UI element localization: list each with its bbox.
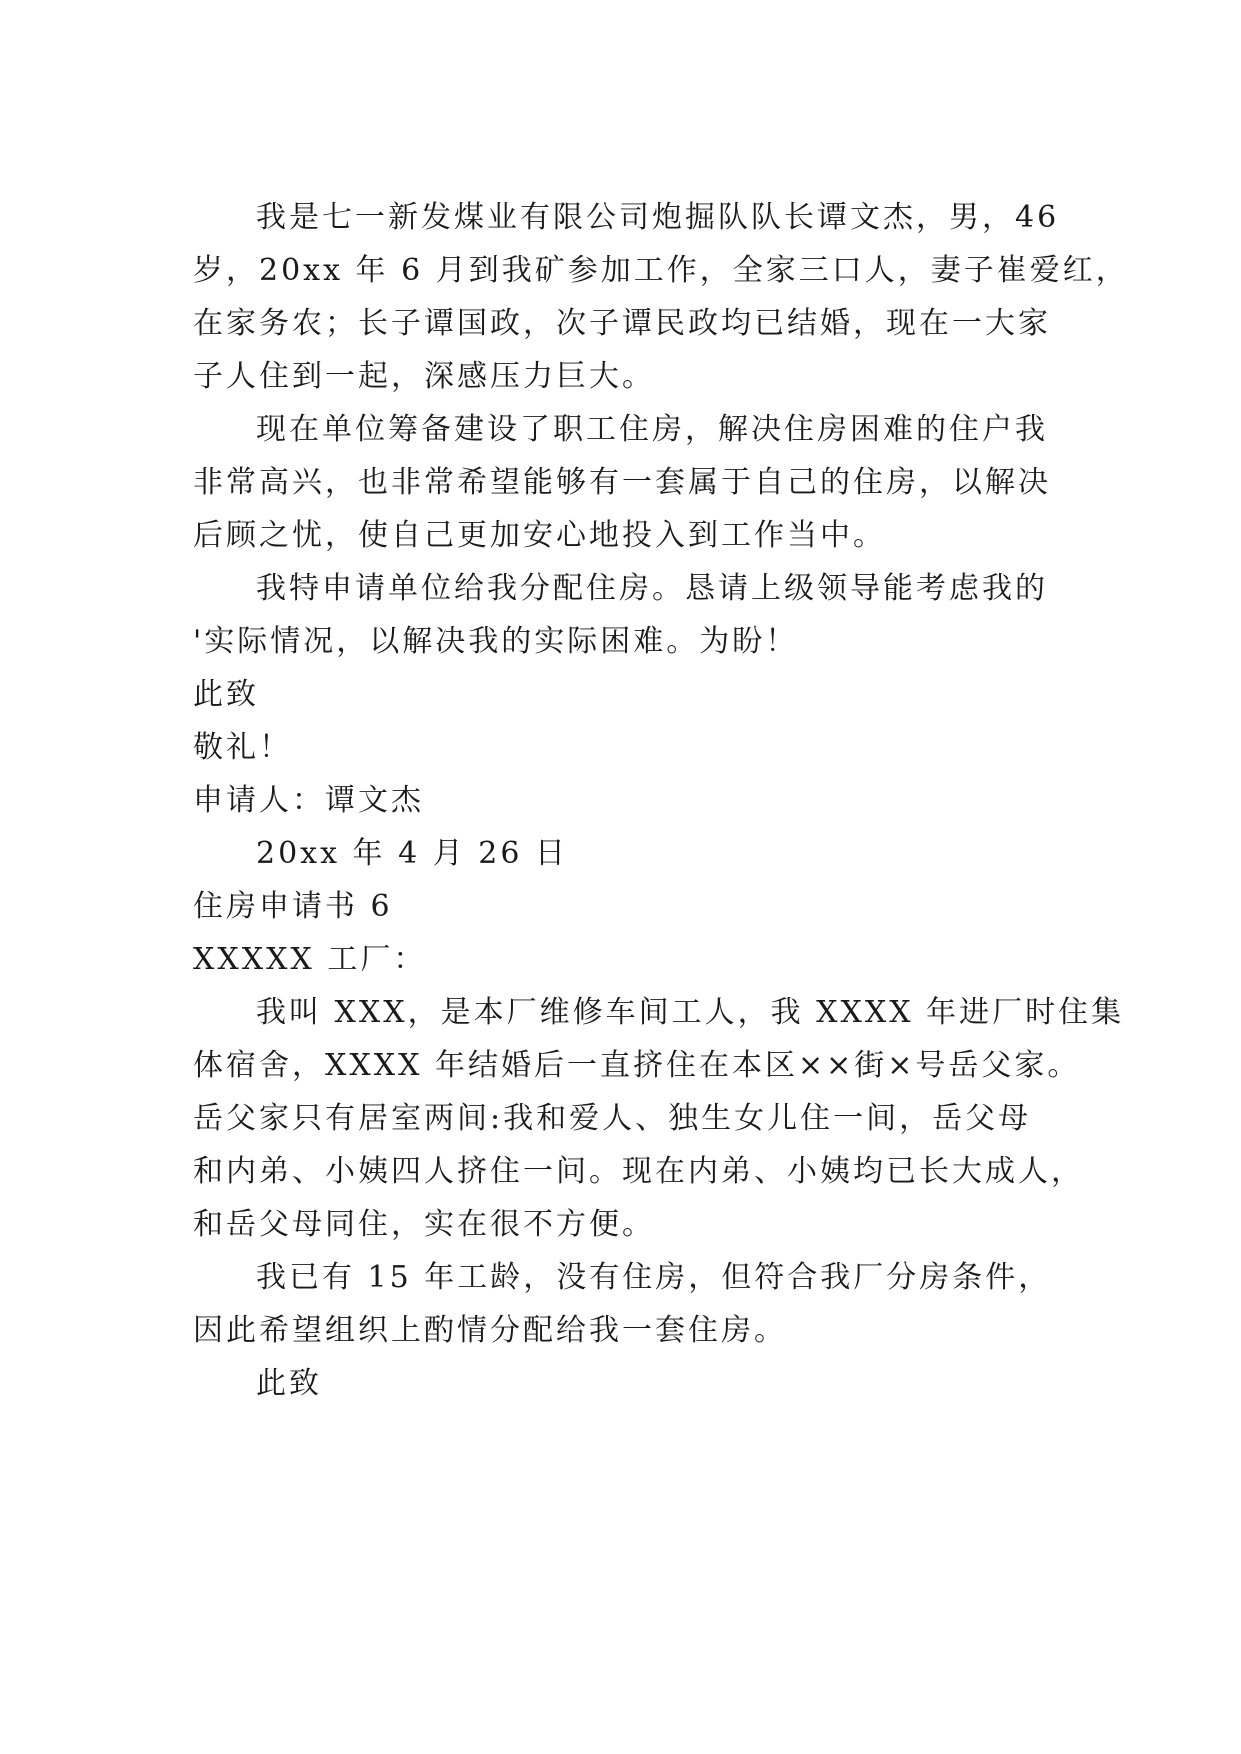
paragraph-line: 岳父家只有居室两间:我和爱人、独生女儿住一间，岳父母	[193, 1101, 1032, 1136]
paragraph-line: 在家务农；长子谭国政，次子谭民政均已结婚，现在一大家	[193, 306, 1051, 341]
paragraph-line: 和内弟、小姨四人挤住一问。现在内弟、小姨均已长大成人，	[193, 1154, 1084, 1189]
paragraph-line: '实际情况，以解决我的实际困难。为盼！	[193, 624, 799, 659]
paragraph-line: 体宿舍，XXXX 年结婚后一直挤住在本区××街×号岳父家。	[193, 1048, 1081, 1083]
addressee-line: XXXXX 工厂：	[193, 942, 427, 977]
section-title: 住房申请书 6	[193, 889, 393, 924]
closing-line: 此致	[256, 1366, 322, 1401]
paragraph-line: 子人住到一起，深感压力巨大。	[193, 359, 655, 394]
paragraph-line: 我已有 15 年工龄，没有住房，但符合我厂分房条件，	[256, 1260, 1052, 1295]
paragraph-line: 因此希望组织上酌情分配给我一套住房。	[193, 1313, 787, 1348]
salutation-line: 敬礼！	[193, 730, 292, 765]
paragraph-line: 我叫 XXX，是本厂维修车间工人，我 XXXX 年进厂时住集	[256, 995, 1125, 1030]
date-line: 20xx 年 4 月 26 日	[256, 836, 568, 871]
closing-line: 此致	[193, 677, 259, 712]
paragraph-line: 和岳父母同住，实在很不方便。	[193, 1207, 655, 1242]
paragraph-line: 非常高兴，也非常希望能够有一套属于自己的住房，以解决	[193, 465, 1051, 500]
paragraph-line: 我是七一新发煤业有限公司炮掘队队长谭文杰，男，46	[256, 200, 1060, 235]
paragraph-line: 后顾之忧，使自己更加安心地投入到工作当中。	[193, 518, 886, 553]
applicant-line: 申请人：谭文杰	[193, 783, 424, 818]
paragraph-line: 我特申请单位给我分配住房。恳请上级领导能考虑我的	[256, 571, 1048, 606]
paragraph-line: 现在单位筹备建设了职工住房，解决住房困难的住户我	[256, 412, 1048, 447]
paragraph-line: 岁，20xx 年 6 月到我矿参加工作，全家三口人，妻子崔爱红，	[193, 253, 1129, 288]
